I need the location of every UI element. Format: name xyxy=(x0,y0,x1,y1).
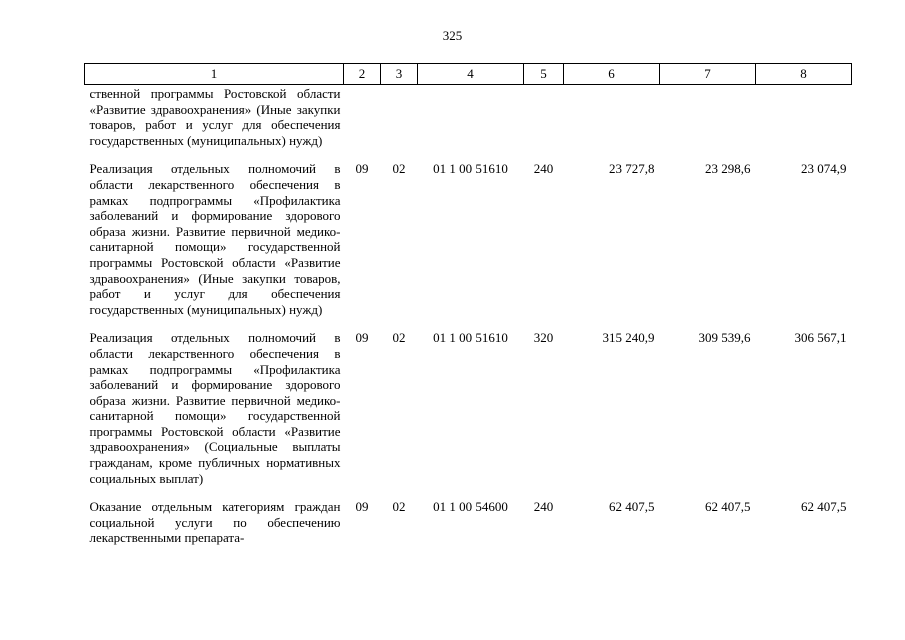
row-spacer xyxy=(85,486,852,499)
row-section: 09 xyxy=(355,161,369,177)
row-amount-year-1: 62 407,5 xyxy=(609,499,655,515)
row-target-code: 01 1 00 51610 xyxy=(433,330,508,346)
row-expense-type: 320 xyxy=(533,330,554,346)
row-name: Реализация отдельных полномочий в области лекарственного обеспечения в рамках подпрограммы «Профилактика заболеваний и формирование здорового образа жизни. Развитие первичной медико-санитарной помощи» государственной программы Ростовской области «Развитие здравоохранения» (Иные закупки товаров, работ и услуг для обеспечения государственных (муниципальных) нужд) xyxy=(89,161,341,317)
table-row xyxy=(85,330,852,486)
row-expense-type: 240 xyxy=(533,499,554,515)
row-amount-year-2 xyxy=(660,85,756,149)
row-subsection: 02 xyxy=(392,499,406,515)
page-number: 325 xyxy=(442,28,463,43)
row-amount-year-1: 315 240,9 xyxy=(602,330,655,346)
row-subsection: 02 xyxy=(392,330,406,346)
row-amount-year-2: 62 407,5 xyxy=(705,499,751,515)
row-amount-year-1: 23 727,8 xyxy=(609,161,655,177)
row-amount-year-3: 23 074,9 xyxy=(801,161,847,177)
row-amount-year-1 xyxy=(564,85,660,149)
row-target-code: 01 1 00 51610 xyxy=(433,161,508,177)
row-name: ственной программы Ростовской области «Развитие здравоохранения» (Иные закупки товаров, работ и услуг для обеспечения государственных (муниципальных) нужд) xyxy=(89,86,341,148)
header-col-2: 2 xyxy=(344,64,381,85)
table-header-row xyxy=(85,64,852,85)
header-col-4: 4 xyxy=(418,64,524,85)
row-amount-year-3 xyxy=(756,85,852,149)
row-expense-type xyxy=(524,85,564,149)
row-section: 09 xyxy=(355,330,369,346)
header-col-3: 3 xyxy=(381,64,418,85)
row-amount-year-3: 62 407,5 xyxy=(801,499,847,515)
row-subsection xyxy=(381,85,418,149)
budget-table xyxy=(84,63,852,546)
row-amount-year-3: 306 567,1 xyxy=(794,330,847,346)
table-row xyxy=(85,161,852,317)
row-section xyxy=(344,85,381,149)
row-target-code xyxy=(418,85,524,149)
table-row xyxy=(85,85,852,149)
row-spacer xyxy=(85,317,852,330)
row-spacer xyxy=(85,148,852,161)
row-amount-year-2: 309 539,6 xyxy=(698,330,751,346)
table-row xyxy=(85,499,852,546)
row-name: Оказание отдельным категориям граждан социальной услуги по обеспечению лекарственными препарата- xyxy=(89,499,341,546)
header-col-7: 7 xyxy=(660,64,756,85)
header-col-5: 5 xyxy=(524,64,564,85)
row-section: 09 xyxy=(355,499,369,515)
row-subsection: 02 xyxy=(392,161,406,177)
header-col-6: 6 xyxy=(564,64,660,85)
row-name: Реализация отдельных полномочий в области лекарственного обеспечения в рамках подпрограммы «Профилактика заболеваний и формирование здорового образа жизни. Развитие первичной медико-санитарной помощи» государственной программы Ростовской области «Развитие здравоохранения» (Социальные выплаты гражданам, кроме публичных нормативных социальных выплат) xyxy=(89,330,341,486)
row-amount-year-2: 23 298,6 xyxy=(705,161,751,177)
header-col-1: 1 xyxy=(85,64,344,85)
header-col-8: 8 xyxy=(756,64,852,85)
row-expense-type: 240 xyxy=(533,161,554,177)
row-target-code: 01 1 00 54600 xyxy=(433,499,508,515)
